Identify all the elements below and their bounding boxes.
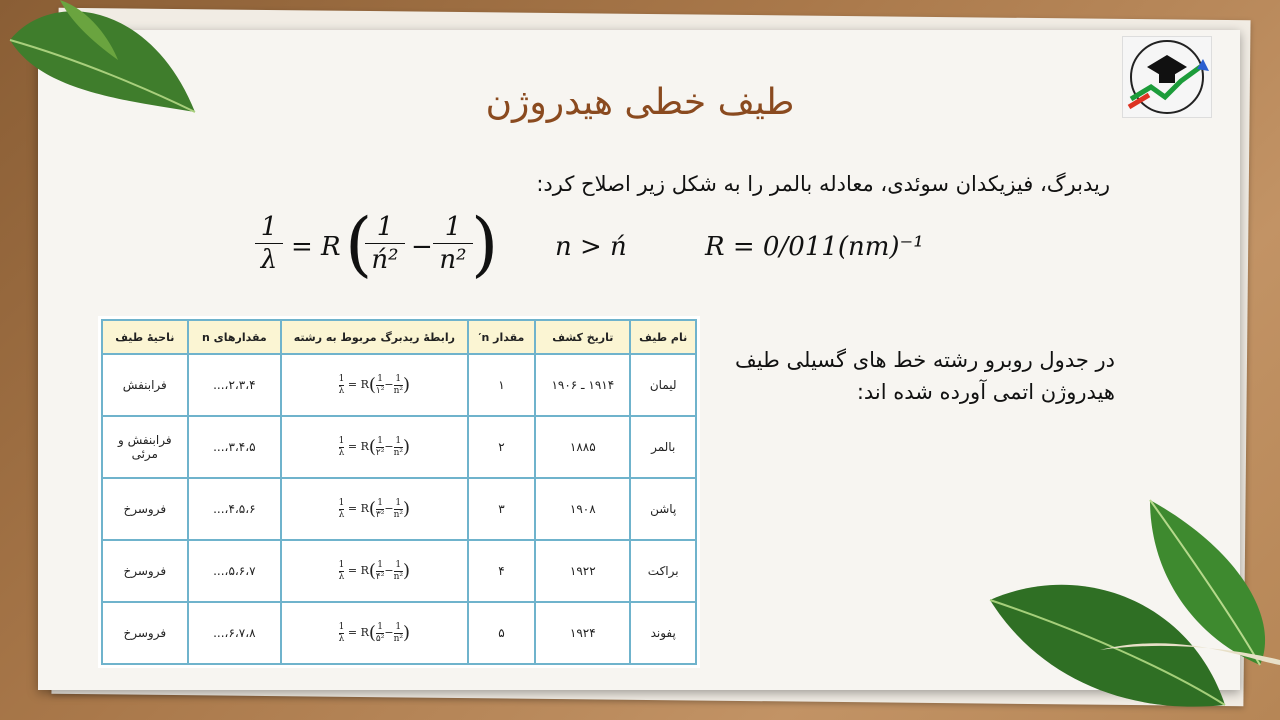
cell-n-values: ۲،۳،۴،... [188, 354, 282, 416]
formula-fraction-2-denominator: n² [439, 245, 467, 275]
cell-series-name: بالمر [630, 416, 696, 478]
cell-rydberg-relation: $\frac{1}{\lambda}$ = R( 1 ۱² − $\frac{1}{\text{n²}}$ ) [281, 354, 468, 416]
cell-spectral-region: فروسرخ [102, 602, 188, 664]
cell-spectral-region: فروسرخ [102, 478, 188, 540]
cell-n-values: ۳،۴،۵،... [188, 416, 282, 478]
cell-series-name: پفوند [630, 602, 696, 664]
intro-text: ریدبرگ، فیزیکدان سوئدی، معادله بالمر را به شکل زیر اصلاح کرد: [536, 172, 1110, 196]
cell-spectral-region: فرابنفش [102, 354, 188, 416]
cell-discovery-date: ۱۹۰۸ [535, 478, 630, 540]
cell-n-values: ۵،۶،۷،... [188, 540, 282, 602]
formula-lhs-denominator: λ [260, 245, 278, 275]
slide-title: طیف خطی هیدروژن [485, 82, 795, 123]
cell-rydberg-relation: $\frac{1}{\lambda}$ = R( 1 ۲² − $\frac{1}{\text{n²}}$ ) [281, 416, 468, 478]
formula-fraction-1 [365, 211, 405, 276]
cell-discovery-date: ۱۹۱۴ ـ ۱۹۰۶ [535, 354, 630, 416]
spectral-series-table-container [98, 316, 700, 668]
cell-series-name: براکت [630, 540, 696, 602]
header-n-values: مقدارهای n [188, 320, 282, 354]
cell-rydberg-relation: $\frac{1}{\lambda}$ = R( 1 ۵² − $\frac{1}{\text{n²}}$ ) [281, 602, 468, 664]
table-header-row [102, 320, 696, 354]
formula-condition: n > ń [555, 232, 627, 262]
cell-spectral-region: فرابنفش و مرئی [102, 416, 188, 478]
cell-n-values: ۶،۷،۸،... [188, 602, 282, 664]
cell-series-name: پاشن [630, 478, 696, 540]
cell-nprime: ۴ [468, 540, 536, 602]
leaf-bottom-right-icon [980, 490, 1280, 720]
cell-series-name: لیمان [630, 354, 696, 416]
cell-nprime: ۱ [468, 354, 536, 416]
spectral-series-table [101, 319, 697, 665]
formula-fraction-2 [433, 211, 473, 276]
cell-discovery-date: ۱۹۲۴ [535, 602, 630, 664]
header-spectral-region: ناحیهٔ طیف [102, 320, 188, 354]
formula-fraction-1-numerator: 1 [365, 211, 405, 244]
cell-spectral-region: فروسرخ [102, 540, 188, 602]
formula-lhs-numerator: 1 [255, 211, 283, 244]
table-description-text: در جدول روبرو رشته خط های گسیلی طیف هیدروژن اتمی آورده شده اند: [735, 348, 1115, 404]
formula-constant: R = 0/011(nm)⁻¹ [705, 232, 924, 262]
table-row [102, 540, 696, 602]
cell-nprime: ۵ [468, 602, 536, 664]
formula-equals-r: = R [291, 232, 341, 262]
cell-discovery-date: ۱۹۲۲ [535, 540, 630, 602]
formula-lhs-fraction [255, 211, 283, 276]
cell-discovery-date: ۱۸۸۵ [535, 416, 630, 478]
header-series-name: نام طیف [630, 320, 696, 354]
cell-nprime: ۳ [468, 478, 536, 540]
formula-open-paren: ( [345, 203, 373, 285]
cell-nprime: ۲ [468, 416, 536, 478]
header-discovery-date: تاریخ کشف [535, 320, 630, 354]
cell-n-values: ۴،۵،۶،... [188, 478, 282, 540]
header-nprime: مقدار n′ [468, 320, 536, 354]
table-row [102, 354, 696, 416]
table-row [102, 478, 696, 540]
formula-close-paren: ) [471, 203, 499, 285]
cell-rydberg-relation: $\frac{1}{\lambda}$ = R( 1 ۳² − $\frac{1}{\text{n²}}$ ) [281, 478, 468, 540]
formula-fraction-1-denominator: ń² [371, 245, 399, 275]
table-row [102, 602, 696, 664]
formula-minus: − [411, 232, 433, 262]
rydberg-formula [255, 205, 975, 295]
header-rydberg-relation: رابطهٔ ریدبرگ مربوط به رشته [281, 320, 468, 354]
table-row [102, 416, 696, 478]
formula-fraction-2-numerator: 1 [433, 211, 473, 244]
cell-rydberg-relation: $\frac{1}{\lambda}$ = R( 1 ۴² − $\frac{1}{\text{n²}}$ ) [281, 540, 468, 602]
